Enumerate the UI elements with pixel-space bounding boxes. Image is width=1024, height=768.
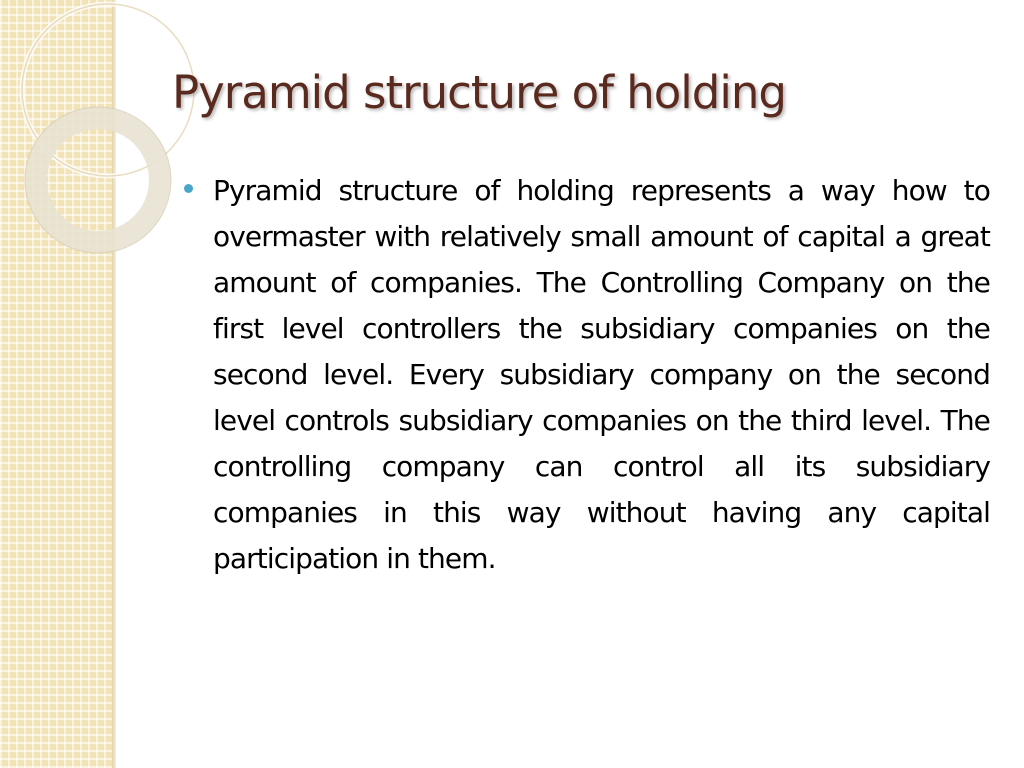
small-ring xyxy=(36,118,160,242)
bullet-list xyxy=(184,168,990,582)
decorative-rings xyxy=(0,0,140,260)
bullet-text: Pyramid structure of holding represents a way how to overmaster with relatively small amount of capital a great amount of companies. The Controlling Company on the first level controllers the subsidiary companies on the second level. Every subsidiary company on the second level controls subsidiary companies on the third level. The controlling company can control all its subsidiary companies in this way without having any capital participation in them. xyxy=(213,174,990,575)
slide-title: Pyramid structure of holding xyxy=(172,66,786,119)
bullet-item xyxy=(184,168,990,582)
bullet-dot-icon xyxy=(184,184,193,193)
